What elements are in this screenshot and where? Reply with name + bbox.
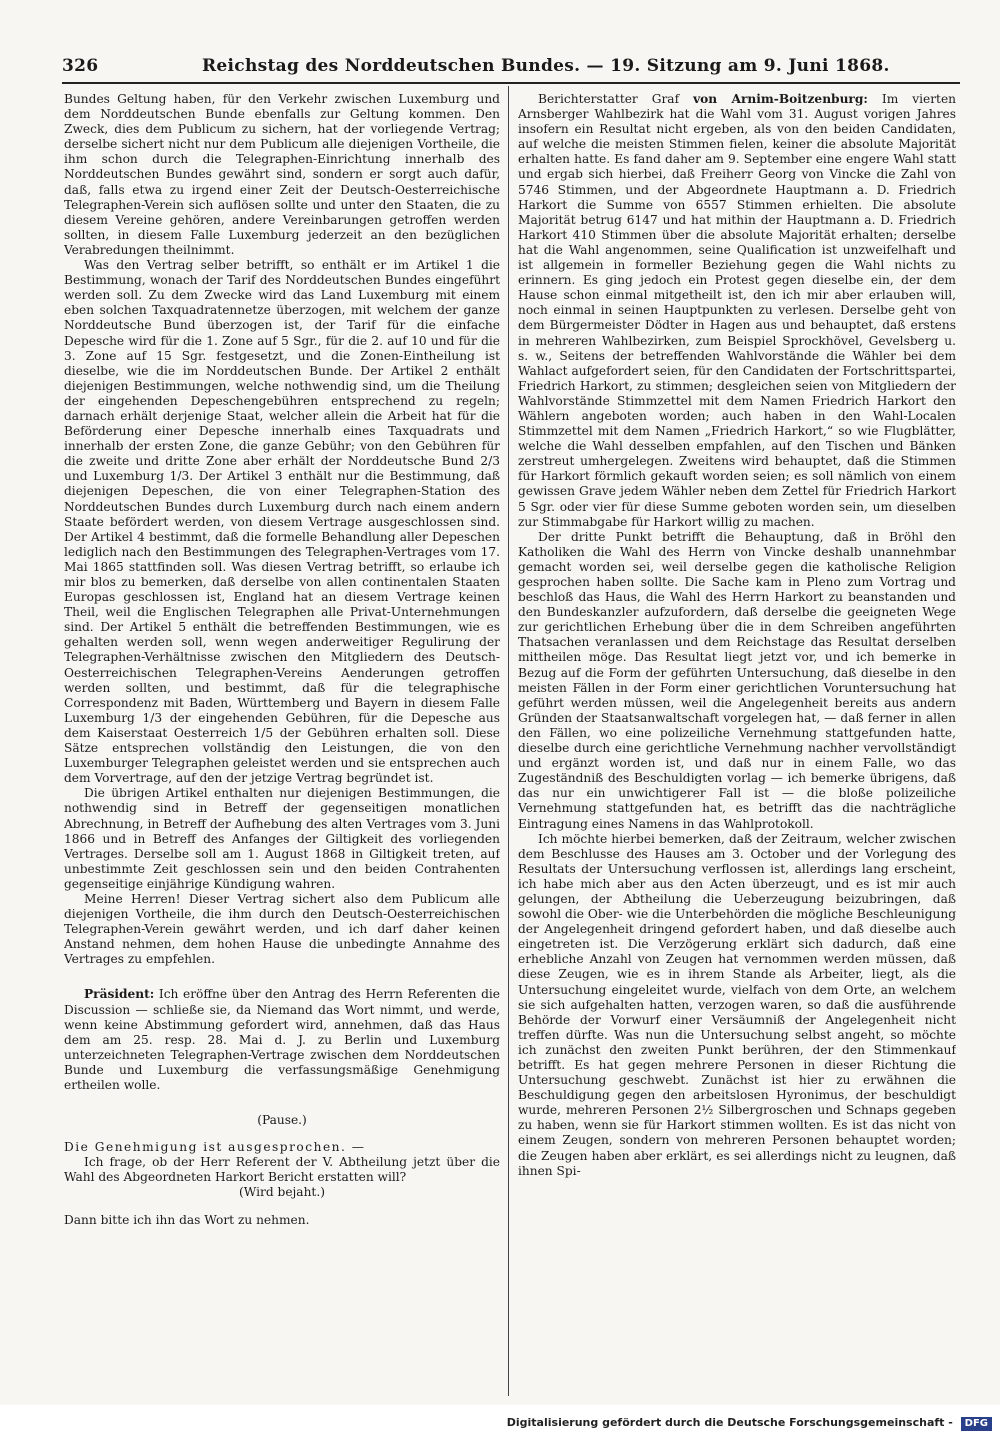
spacer <box>64 1128 500 1140</box>
reporter-statement <box>518 92 956 530</box>
statement-text: Ich eröffne über den Antrag des Herrn Referenten die Discussion — schließe sie, da Niemand das Wort nimmt, und werde, wenn keine Abstimmung gefordert wird, annehmen, daß das Haus dem am 25. resp. 28. Mai d. J. zu Berlin und Luxemburg unterzeichneten Telegraphen-Vertrage zwischen dem Norddeutschen Bunde und Luxemburg die verfassungsmäßige Genehmigung ertheilen wolle. <box>64 987 500 1092</box>
spacer <box>64 967 500 987</box>
spacer <box>64 1201 500 1213</box>
spacer <box>64 1093 500 1113</box>
paragraph: Was den Vertrag selber betrifft, so enthält er im Artikel 1 die Bestimmung, wonach der Tarif des Norddeutschen Bundes eingeführt werden soll. Zu dem Zwecke wird das Land Luxemburg mit einem eben solchen Taxquadratennetze überzogen, mit welchem der ganze Norddeutsche Bund überzogen ist, der Tarif für die einfache Depesche wird für die 1. Zone auf 5 Sgr., für die 2. auf 10 und für die 3. Zone auf 15 Sgr. festgesetzt, und die Zonen-Eintheilung ist dieselbe, wie die im Norddeutschen Bunde. Der Artikel 2 enthält diejenigen Bestimmungen, welche nothwendig sind, um die Theilung der eingehenden Depeschengebühren entsprechend zu regeln; darnach erhält derjenige Staat, welcher allein die Arbeit hat für die Beförderung einer Depesche innerhalb eines Taxquadrats und innerhalb der ersten Zone, die ganze Gebühr; von den Gebühren für die zweite und dritte Zone aber erhält der Norddeutsche Bund 2/3 und Luxemburg 1/3. Der Artikel 3 enthält nur die Bestimmung, daß diejenigen Depeschen, die von einer Telegraphen-Station des Norddeutschen Bundes durch Luxemburg durch nach einem andern Staate befördert werden, von diesem Vertrage ausgeschlossen sind. Der Artikel 4 bestimmt, daß die formelle Behandlung aller Depeschen lediglich nach den Bestimmungen des Telegraphen-Vertrages vom 17. Mai 1865 stattfinden soll. Was diesen Vertrag betrifft, so erlaube ich mir blos zu bemerken, daß derselbe von allen continentalen Staaten Europas geschlossen ist, England hat an diesem Vertrage keinen Theil, weil die Englischen Telegraphen alle Privat-Unternehmungen sind. Der Artikel 5 enthält die betreffenden Bestimmungen, wie es gehalten werden soll, wenn wegen anderweitiger Regulirung der Telegraphen-Verhältnisse zwischen den Mitgliedern des Deutsch-Oesterreichischen Telegraphen-Vereins Aenderungen getroffen werden sollten, und bestimmt, daß für die telegraphische Correspondenz mit Baden, Württemberg und Bayern in diesem Falle Luxemburg 1/3 der eingehenden Gebühren, für die Depesche aus dem Kaiserstaat Oesterreich 1/5 der Gebühren erhalten soll. Diese Sätze entsprechen vollständig den Leistungen, die von den Luxemburger Telegraphen geleistet werden und sie entsprechen auch dem Vorvertrage, auf den der jetzige Vertrag begründet ist. <box>64 258 500 786</box>
dfg-logo: DFG <box>961 1417 992 1431</box>
credit-text: Digitalisierung gefördert durch die Deutsche Forschungsgemeinschaft - <box>506 1416 953 1429</box>
paragraph: Meine Herren! Dieser Vertrag sichert also dem Publicum alle diejenigen Vortheile, die ihm durch den Deutsch-Oesterreichischen Telegraphen-Verein gewährt werden, und ich darf daher keinen Anstand nehmen, dem hohen Hause die unbedingte Annahme des Vertrages zu empfehlen. <box>64 891 500 967</box>
paragraph: Der dritte Punkt betrifft die Behauptung, daß in Bröhl den Katholiken die Wahl des Herrn von Vincke deshalb unannehmbar gemacht worden sei, weil derselbe gegen die katholische Religion gesprochen haben sollte. Die Sache kam in Pleno zum Vortrag und beschloß das Haus, die Wahl des Herrn Harkort zu beanstanden und den Bundeskanzler aufzufordern, daß derselbe die geeigneten Wege zur gerichtlichen Erhebung über die in dem Schreiben angeführten Thatsachen veranlassen und dem Reichstage das Resultat derselben mittheilen möge. Das Resultat liegt jetzt vor, und ich bemerke in Bezug auf die Form der geführten Untersuchung, daß dieselbe in den meisten Fällen in der Form einer gerichtlichen Voruntersuchung hat geführt werden müssen, weil die Angelegenheit bereits aus andern Gründen der Staatsanwaltschaft vorgelegen hat, — daß ferner in allen den Fällen, wo eine polizeiliche Vernehmung stattgefunden hatte, dieselbe durch eine gerichtliche Vernehmung nachher vervollständigt und ergänzt worden ist, und daß nur in einem Falle, wo das Zugeständniß des Beschuldigten vorlag — ich bemerke übrigens, daß das nur ein unwichtigerer Fall ist — die bloße polizeiliche Vernehmung stattgefunden hat, es betrifft das die nachträgliche Eintragung eines Namens in das Wahlprotokoll. <box>518 529 956 831</box>
page-number: 326 <box>62 56 99 76</box>
president-statement <box>64 987 500 1093</box>
speaker-label: von Arnim-Boitzenburg: <box>693 92 868 106</box>
approval-text: Die Genehmigung ist ausgesprochen. — <box>64 1140 366 1155</box>
statement-text: Im vierten Arnsberger Wahlbezirk hat die Wahl vom 31. August vorigen Jahres insofern ein Resultat nicht ergeben, als von den beiden Candidaten, auf welche die meisten Stimmen fielen, keiner die absolute Majorität erhalten hatte. Es fand daher am 9. September eine engere Wahl statt und ergab sich hierbei, daß Freiherr Georg von Vincke die Zahl von 5746 Stimmen, und der Abgeordnete Hauptmann a. D. Friedrich Harkort die Summe von 6557 Stimmen erhielten. Die absolute Majorität betrug 6147 und hat mithin der Hauptmann a. D. Friedrich Harkort 410 Stimmen über die absolute Majorität erhalten; derselbe hat die Wahl angenommen, seine Qualification ist unzweifelhaft und ist allgemein in formeller Beziehung gegen die Wahl nichts zu erinnern. Es ging jedoch ein Protest gegen dieselbe ein, der dem Hause schon einmal mitgetheilt ist, den ich mir aber erlauben will, noch einmal in seinen Hauptpunkten zu verlesen. Derselbe geht von dem Bürgermeister Dödter in Hagen aus und behauptet, daß erstens in mehreren Wahlbezirken, zum Beispiel Sprockhövel, Gevelsberg u. s. w., Seitens der betreffenden Wahlvorstände die Wähler bei dem Wahlact aufgefordert seien, für den Candidaten der Fortschrittspartei, Friedrich Harkort, zu stimmen; desgleichen seien von Mitgliedern der Wahlvorstände Stimmzettel mit dem Namen Friedrich Harkort den Wählern angeboten worden; auch haben in den Wahl-Localen Stimmzettel mit dem Namen „Friedrich Harkort,“ so wie Flugblätter, welche die Wahl desselben empfahlen, auf den Tischen und Bänken zerstreut umhergelegen. Zweitens wird behauptet, daß die Stimmen für Harkort förmlich gekauft worden seien; es soll nämlich von einem gewissen Grave jedem Wähler neben dem Zettel für Friedrich Harkort 5 Sgr. oder vier für diese Summe geboten worden sein, um dieselben zur Stimmabgabe für Harkort willig zu machen. <box>518 92 956 529</box>
reporter-intro: Berichterstatter Graf <box>538 92 694 106</box>
question-text: Ich frage, ob der Herr Referent der V. Abtheilung jetzt über die Wahl des Abgeordneten Harkort Bericht erstatten will? <box>64 1155 500 1185</box>
paragraph: Die übrigen Artikel enthalten nur diejenigen Bestimmungen, die nothwendig sind in Betreff der gegenseitigen monatlichen Abrechnung, in Betreff der Aufhebung des alten Vertrages vom 3. Juni 1866 und in Betreff des Anfanges der Giltigkeit des vorliegenden Vertrages. Derselbe soll am 1. August 1868 in Giltigkeit treten, auf unbestimmte Zeit geschlossen sein und den beiden Contrahenten gegenseitige einjährige Kündigung wahren. <box>64 786 500 891</box>
header-rule <box>62 82 960 84</box>
paragraph: Ich möchte hierbei bemerken, daß der Zeitraum, welcher zwischen dem Beschlusse des Hauses am 3. October und der Vorlegung des Resultats der Untersuchung verflossen ist, allerdings lang erscheint, ich habe mich aber aus den Acten überzeugt, und es ist mir auch gelungen, der Abtheilung die Ueberzeugung beizubringen, daß sowohl die Ober- wie die Unterbehörden die mögliche Beschleunigung der Angelegenheit dringend gefordert haben, und daß dieselbe auch eingetreten ist. Die Verzögerung erklärt sich dadurch, daß eine erhebliche Anzahl von Zeugen hat vernommen werden müssen, daß diese Zeugen, wie es in ihrem Stande als Arbeiter, liegt, als die Untersuchung eingeleitet wurde, vielfach von dem Orte, an welchem sie sich aufgehalten hatten, verzogen waren, so daß die ausführende Behörde der Vorwurf einer Versäumniß der Angelegenheit nicht treffen dürfte. Was nun die Untersuchung selbst angeht, so möchte ich zunächst den zweiten Punkt berühren, der den Stimmenkauf betrifft. Es hat gegen mehrere Personen in dieser Richtung die Untersuchung geschwebt. Zunächst ist hier zu erwähnen die Beschuldigung gegen den arbeitslosen Hyronimus, der beschuldigt wurde, mehreren Personen 2½ Silbergroschen und Schnaps gegeben zu haben, wenn sie für Harkort stimmen wollten. Es ist das nicht von einem Zeugen, sondern von mehreren Personen behauptet worden; die Zeugen haben aber erklärt, es sei allerdings nicht zu leugnen, daß ihnen Spi- <box>518 831 956 1178</box>
left-column <box>64 92 500 1392</box>
digitization-credit <box>507 1416 992 1432</box>
right-column <box>518 92 956 1392</box>
stage-direction: (Wird bejaht.) <box>239 1185 325 1200</box>
page-header <box>62 52 962 80</box>
running-title: Reichstag des Norddeutschen Bundes. — 19. Sitzung am 9. Juni 1868. <box>202 56 890 76</box>
closing-text: Dann bitte ich ihn das Wort zu nehmen. <box>64 1212 310 1227</box>
paragraph: Bundes Geltung haben, für den Verkehr zwischen Luxemburg und dem Norddeutschen Bunde ebenfalls zur Geltung kommen. Den Zweck, dies dem Publicum zu sichern, hat der vorliegende Vertrag; derselbe sichert nicht nur dem Publicum alle diejenigen Vortheile, die ihm schon durch die Telegraphen-Einrichtung innerhalb des Norddeutschen Bundes gewährt sind, sondern er sorgt auch dafür, daß, falls etwa zu irgend einer Zeit der Deutsch-Oesterreichische Telegraphen-Verein sich auflösen sollte und unter den Staaten, die zu diesem Vereine gehören, andere Vereinbarungen getroffen werden sollten, in diesem Falle Luxemburg jederzeit an den bezüglichen Verabredungen theilnimmt. <box>64 92 500 257</box>
column-divider <box>508 86 509 1396</box>
stage-direction: (Pause.) <box>257 1113 307 1128</box>
speaker-label: Präsident: <box>84 987 155 1002</box>
